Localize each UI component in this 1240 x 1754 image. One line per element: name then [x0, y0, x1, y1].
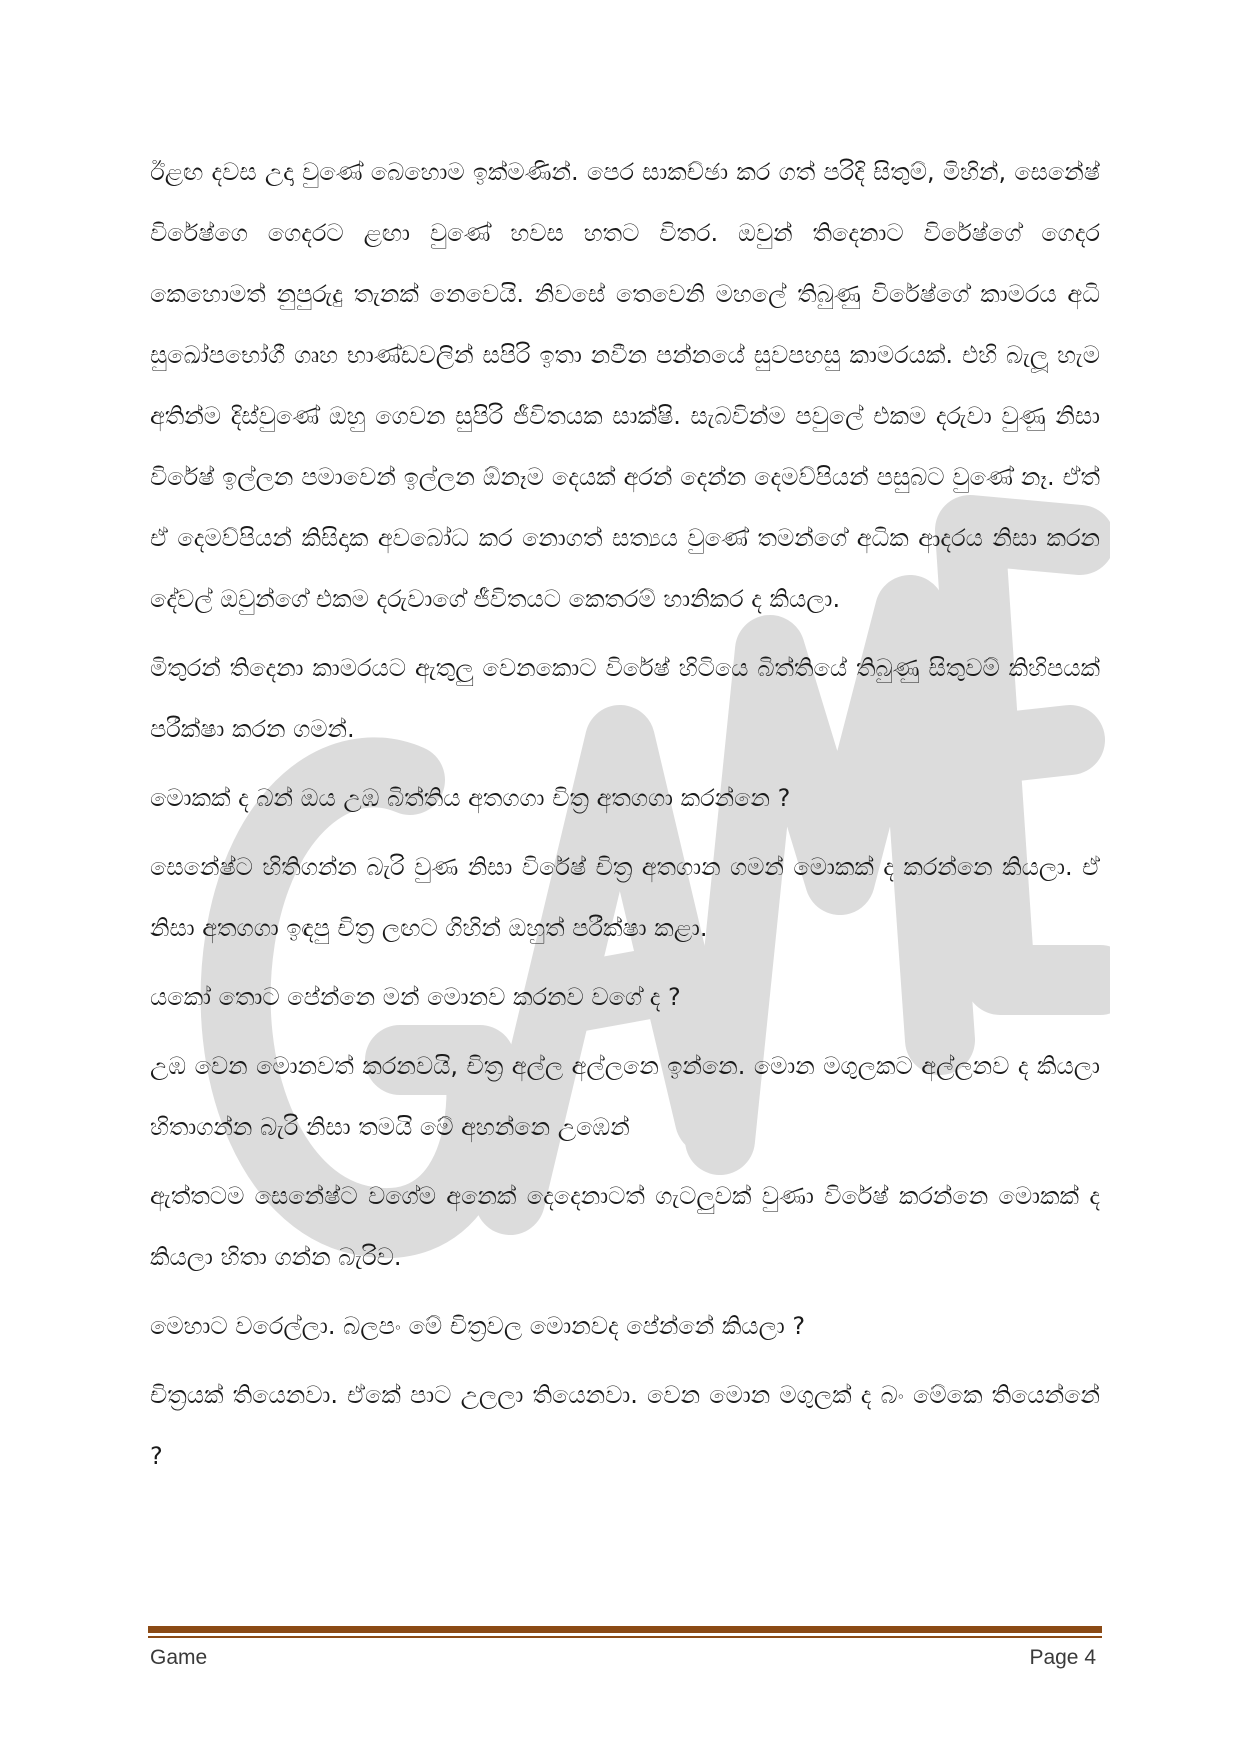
footer-rule-thin — [148, 1636, 1102, 1638]
paragraph-4: සෙනේෂ්ට හිතිගන්න බැරි වුණ නිසා විරේෂ් චිත්‍ර අතගාන ගමන් මොකක් ද කරන්නෙ කියලා. ඒ නිසා අතගගා ඉඳපු චිත්‍ර ලඟට ගිහින් ඔහුත් පරීක්ෂා කළා. — [150, 853, 1100, 942]
paragraph-5: යකෝ තොට පේන්නෙ මන් මොනව කරනව වගේ ද ? — [150, 983, 681, 1011]
paragraph-8: මෙහාට වරෙල්ලා. බලපං මේ චිත්‍රවල මොනවද පේන්නේ කියලා ? — [150, 1312, 806, 1340]
footer-rule — [148, 1626, 1102, 1633]
paragraph-2: මිතුරන් තිදෙනා කාමරයට ඇතුලු වෙනකොට විරේෂ් හිටියෙ බිත්තියේ තිබුණු සිතුවම් කිහිපයක් පරීක්ෂා කරන ගමන්. — [150, 654, 1100, 743]
paragraph-1: ඊළඟ දවස උදා වුණේ බෙහොම ඉක්මණින්. පෙර සාකච්ඡා කර ගත් පරිදි සිතුම්, මිහින්, සෙනේෂ් විරේෂ්ගෙ ගෙදරට ළඟා වුණේ හවස හතට විතර. ඔවුන් තිදෙනාට විරේෂ්ගේ ගෙදර කෙහොමත් නුපුරුදු තැනක් නෙවෙයි. නිවසේ තෙවෙනි මහලේ තිබුණු විරේෂ්ගේ කාමරය අධි සුඛෝපභෝගී ගෘහ භාණ්ඩවලින් සපිරි ඉතා නවීන පන්නයේ සුවපහසු කාමරයක්. එහි බැලූ හැම අතින්ම දිස්වුණේ ඔහු ගෙවන සුපිරි ජීවිතයක සාක්ෂි. සැබවින්ම පවුලේ එකම දරුවා වුණු නිසා විරේෂ් ඉල්ලන පමාවෙන් ඉල්ලන ඕනෑම දෙයක් අරන් දෙන්න දෙමව්පියන් පසුබට වුණේ නෑ. ඒත් ඒ දෙමව්පියන් කිසිදාක අවබෝධ කර නොගත් සත්‍යය වුණේ තමන්ගේ අධික ආදරය නිසා කරන දේවල් ඔවුන්ගේ එකම දරුවාගේ ජීවිතයට කෙතරම් හානිකර ද කියලා. — [150, 158, 1100, 613]
paragraph-9: චිත්‍රයක් තියෙනවා. ඒකේ පාට උලලා තියෙනවා. වෙන මොන මගුලක් ද බං මේකෙ තියෙන්නේ ? — [150, 1381, 1100, 1470]
page-number: Page 4 — [1029, 1646, 1096, 1669]
document-body — [150, 142, 1100, 1495]
footer-title: Game — [150, 1646, 208, 1669]
paragraph-7: ඇත්තටම සෙනේෂ්ට වගේම අනෙක් දෙදෙනාටත් ගැටලුවක් වුණා විරේෂ් කරන්නෙ මොකක් ද කියලා හිතා ගන්න බැරිව. — [150, 1182, 1100, 1271]
paragraph-6: උඹ වෙන මොනවත් කරනවයි, චිත්‍ර අල්ල අල්ලනෙ ඉන්නෙ. මොන මගුලකට අල්ලනව ද කියලා හිතාගන්න බැරි නිසා තමයි මේ අහන්නෙ උඹෙන් — [150, 1052, 1100, 1141]
paragraph-3: මොකක් ද බන් ඔය උඹ බිත්තිය අතගගා චිත්‍ර අතගගා කරන්නෙ ? — [150, 784, 791, 812]
